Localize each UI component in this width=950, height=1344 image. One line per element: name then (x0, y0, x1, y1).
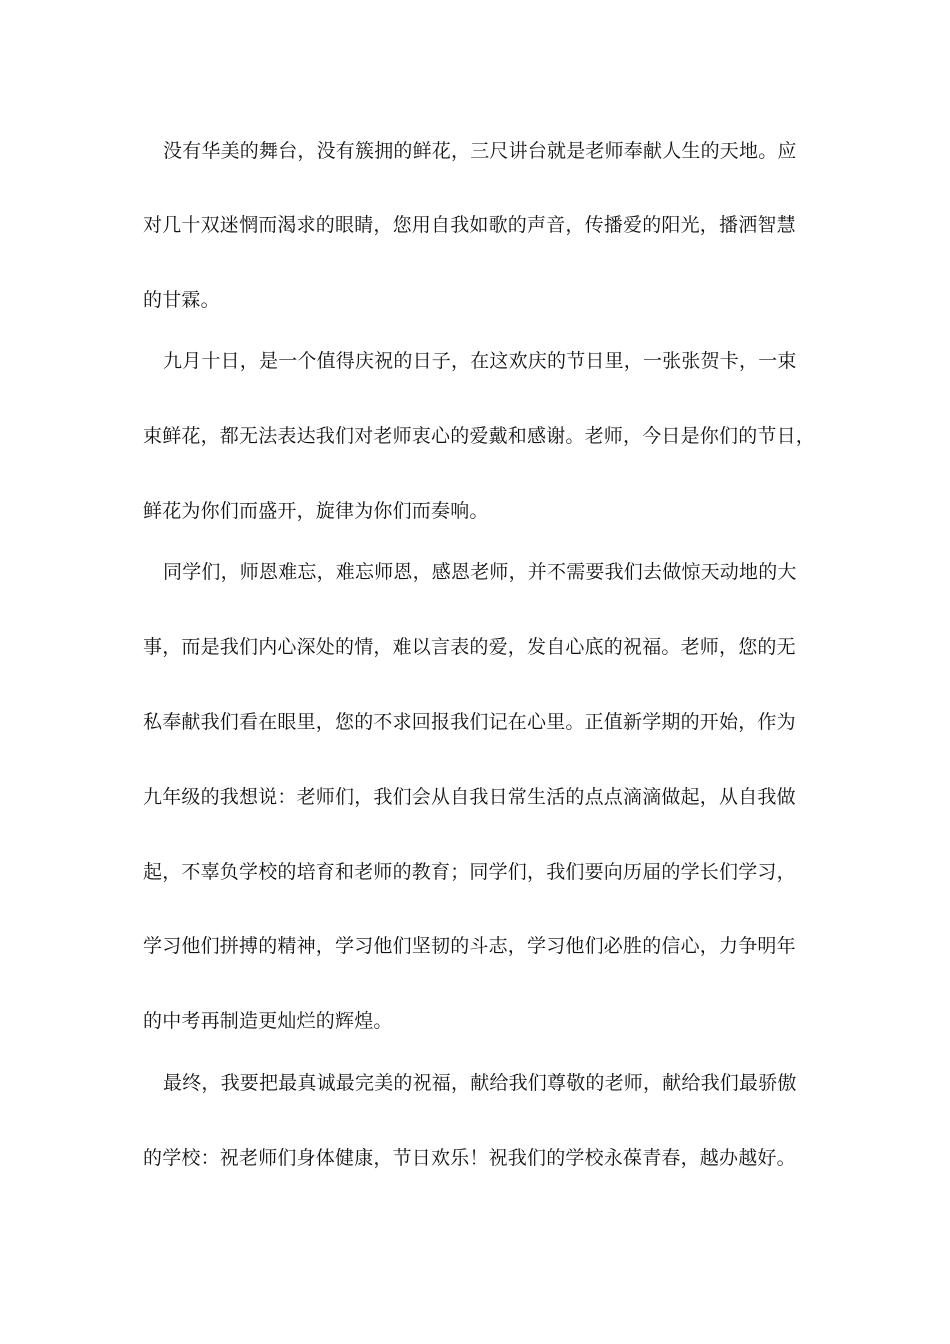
paragraph-1-line-3: 的甘霖。 (143, 289, 220, 311)
paragraph-2-line-2: 束鲜花，都无法表达我们对老师衷心的爱戴和感谢。老师，今日是你们的节日， (143, 425, 816, 447)
paragraph-3-line-3: 私奉献我们看在眼里，您的不求回报我们记在心里。正值新学期的开始，作为 (143, 711, 796, 733)
paragraph-3-line-2: 事，而是我们内心深处的情，难以言表的爱，发自心底的祝福。老师，您的无 (143, 636, 796, 658)
paragraph-3-line-7: 的中考再制造更灿烂的辉煌。 (143, 1010, 393, 1032)
paragraph-1-line-1: 没有华美的舞台，没有簇拥的鲜花，三尺讲台就是老师奉献人生的天地。应 (163, 140, 797, 162)
paragraph-2-line-3: 鲜花为你们而盛开，旋律为你们而奏响。 (143, 500, 489, 522)
paragraph-3-line-4: 九年级的我想说：老师们，我们会从自我日常生活的点点滴滴做起，从自我做 (143, 786, 796, 808)
paragraph-4-line-2: 的学校：祝老师们身体健康，节日欢乐！祝我们的学校永葆青春，越办越好。 (143, 1147, 796, 1169)
paragraph-4-line-1: 最终，我要把最真诚最完美的祝福，献给我们尊敬的老师，献给我们最骄傲 (163, 1072, 797, 1094)
paragraph-2-line-1: 九月十日，是一个值得庆祝的日子，在这欢庆的节日里，一张张贺卡，一束 (163, 350, 797, 372)
paragraph-3-line-1: 同学们，师恩难忘，难忘师恩，感恩老师，并不需要我们去做惊天动地的大 (163, 561, 797, 583)
paragraph-1-line-2: 对几十双迷惘而渴求的眼睛，您用自我如歌的声音，传播爱的阳光，播洒智慧 (143, 214, 796, 236)
paragraph-3-line-5: 起，不辜负学校的培育和老师的教育；同学们，我们要向历届的学长们学习， (143, 861, 796, 883)
paragraph-3-line-6: 学习他们拼搏的精神，学习他们坚韧的斗志，学习他们必胜的信心，力争明年 (143, 935, 796, 957)
